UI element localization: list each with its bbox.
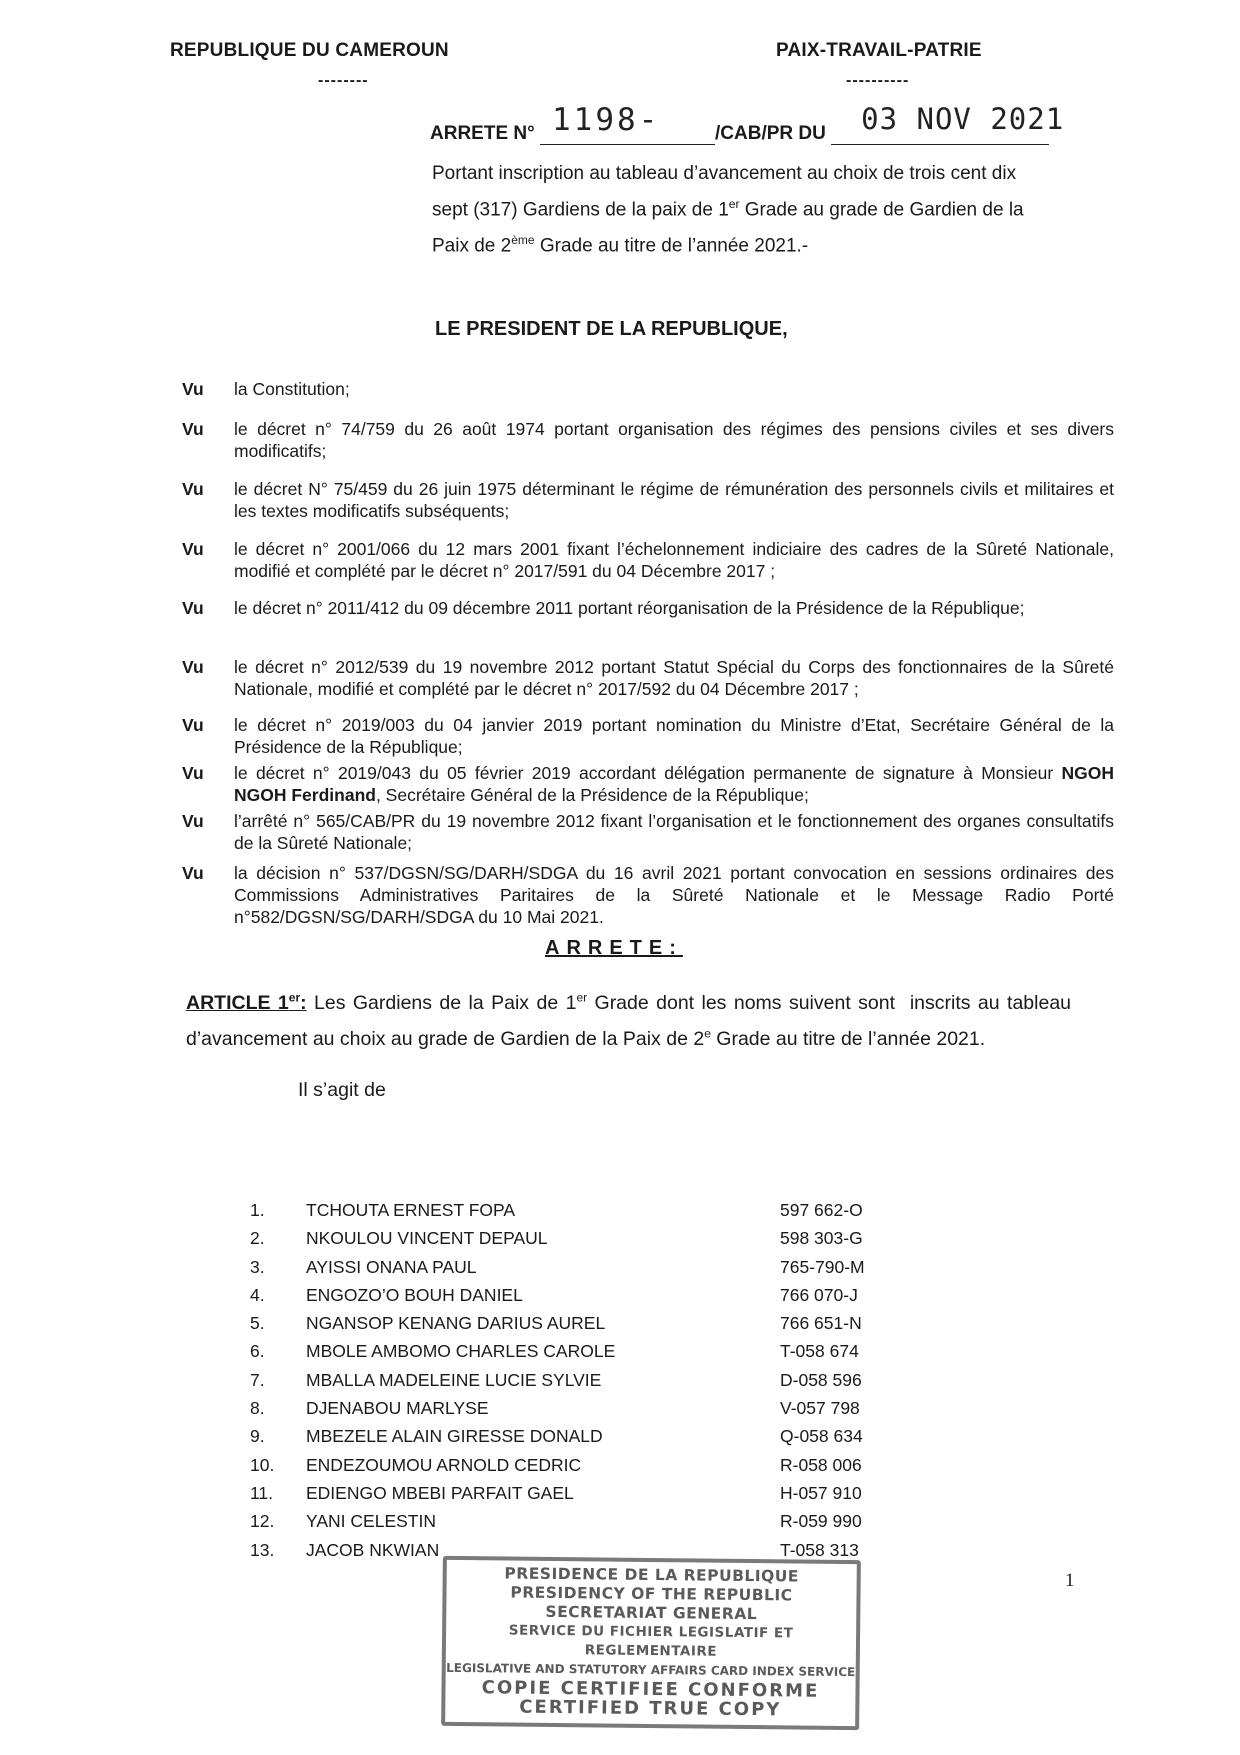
list-item-name: ENDEZOUMOU ARNOLD CEDRIC xyxy=(306,1454,582,1475)
list-item-matricule: T-058 674 xyxy=(780,1341,859,1362)
list-item-number: 4. xyxy=(250,1284,265,1305)
list-item xyxy=(250,1511,890,1539)
vu-text: la décision n° 537/DGSN/SG/DARH/SDGA du 16 avril 2021 portant convocation en sessions ordinaires des Commissions Administratives Paritaires de la Sûreté Nationale et le Message Radio Porté n°582/DGSN/SG/DARH/SDGA du 10 Mai 2021. xyxy=(234,863,1114,927)
vu-text: le décret n° 2019/003 du 04 janvier 2019 portant nomination du Ministre d’Etat, Secrétaire Général de la Présidence de la République; xyxy=(234,715,1114,757)
subject-line-3: Paix de 2ème Grade au titre de l’année 2021.- xyxy=(432,233,809,257)
vu-text: le décret N° 75/459 du 26 juin 1975 déterminant le régime de rémunération des personnels civils et militaires et les textes modificatifs subséquents; xyxy=(234,479,1114,521)
motto: PAIX-TRAVAIL-PATRIE xyxy=(776,40,982,61)
stamp-line: SECRETARIAT GENERAL xyxy=(545,1602,758,1624)
list-item-name: YANI CELESTIN xyxy=(306,1511,436,1532)
list-item-name: DJENABOU MARLYSE xyxy=(306,1398,489,1419)
article-1 xyxy=(186,982,1071,1055)
list-item xyxy=(250,1228,890,1256)
list-item-name: ENGOZO’O BOUH DANIEL xyxy=(306,1284,523,1305)
vu-text: le décret n° 2012/539 du 19 novembre 2012 portant Statut Spécial du Corps des fonctionnaires de la Sûreté Nationale, modifié et complété par le décret n° 2017/592 du 04 Décembre 2017 ; xyxy=(234,657,1114,699)
decree-prefix: ARRETE N° xyxy=(430,123,535,144)
list-item-matricule: H-057 910 xyxy=(780,1482,862,1503)
certification-stamp xyxy=(441,1556,861,1730)
list-item-number: 5. xyxy=(250,1313,265,1334)
vu-label: Vu xyxy=(182,715,204,735)
list-item-number: 12. xyxy=(250,1511,275,1532)
stamp-line: PRESIDENCE DE LA REPUBLIQUE xyxy=(504,1564,800,1586)
list-item-name: MBEZELE ALAIN GIRESSE DONALD xyxy=(306,1426,603,1447)
list-item-number: 3. xyxy=(250,1256,265,1277)
list-item xyxy=(250,1370,890,1398)
list-item-matricule: 766 070-J xyxy=(780,1284,858,1305)
decree-number-field xyxy=(540,102,715,145)
decree-subject xyxy=(432,159,1132,262)
list-item-number: 9. xyxy=(250,1426,265,1447)
page-number: 1 xyxy=(1065,1570,1075,1591)
list-item-matricule: 598 303-G xyxy=(780,1228,863,1249)
vu-label: Vu xyxy=(182,379,204,399)
list-item-matricule: T-058 313 xyxy=(780,1539,859,1560)
list-item-matricule: R-058 006 xyxy=(780,1454,862,1475)
stamp-line: COPIE CERTIFIEE CONFORME xyxy=(481,1677,820,1702)
list-item-matricule: 766 651-N xyxy=(780,1313,862,1334)
subject-line-1: Portant inscription au tableau d’avancement au choix de trois cent dix xyxy=(432,163,1017,184)
republic-dashes: -------- xyxy=(318,72,369,89)
list-item xyxy=(250,1200,890,1228)
list-item-number: 10. xyxy=(250,1454,275,1475)
list-item xyxy=(250,1455,890,1483)
vu-text: le décret n° 2019/043 du 05 février 2019 accordant délégation permanente de signature à Monsieur NGOH NGOH Ferdinand, Secrétaire Général de la Présidence de la République; xyxy=(234,763,1114,805)
list-item xyxy=(250,1313,890,1341)
stamp-line: SERVICE DU FICHIER LEGISLATIF ET REGLEMENTAIRE xyxy=(508,1622,794,1660)
list-item-matricule: V-057 798 xyxy=(780,1398,860,1419)
list-item-matricule: D-058 596 xyxy=(780,1369,862,1390)
article-1-intro: Il s’agit de xyxy=(298,1079,386,1101)
list-item xyxy=(250,1285,890,1313)
list-item-number: 11. xyxy=(250,1482,274,1503)
list-item-matricule: 597 662-O xyxy=(780,1200,863,1220)
list-item-matricule: R-059 990 xyxy=(780,1511,862,1532)
list-item xyxy=(250,1483,890,1511)
decree-number: 1198- xyxy=(552,102,661,138)
list-item-matricule: 765-790-M xyxy=(780,1256,865,1277)
list-item xyxy=(250,1257,890,1285)
vu-text: le décret n° 2011/412 du 09 décembre 2011 portant réorganisation de la Présidence de la République; xyxy=(234,598,1025,618)
vu-label: Vu xyxy=(182,598,204,618)
vu-label: Vu xyxy=(182,539,204,559)
list-item-matricule: Q-058 634 xyxy=(780,1426,863,1447)
vu-label: Vu xyxy=(182,657,204,677)
list-item-number: 13. xyxy=(250,1539,275,1560)
list-item-name: MBALLA MADELEINE LUCIE SYLVIE xyxy=(306,1369,602,1390)
list-item-number: 1. xyxy=(250,1200,265,1220)
list-item-number: 2. xyxy=(250,1228,265,1249)
list-item-name: NKOULOU VINCENT DEPAUL xyxy=(306,1228,548,1249)
list-item-name: JACOB NKWIAN xyxy=(306,1539,440,1560)
vu-text: l’arrêté n° 565/CAB/PR du 19 novembre 2012 fixant l’organisation et le fonctionnement des organes consultatifs de la Sûreté Nationale; xyxy=(234,811,1114,853)
article-1-label: ARTICLE 1er: xyxy=(186,990,307,1014)
vu-text: le décret n° 74/759 du 26 août 1974 portant organisation des régimes des pensions civiles et ses divers modificatifs; xyxy=(234,419,1114,461)
list-item xyxy=(250,1398,890,1426)
list-item-name: EDIENGO MBEBI PARFAIT GAEL xyxy=(306,1482,574,1503)
president-heading: LE PRESIDENT DE LA REPUBLIQUE, xyxy=(435,318,788,340)
republic-title: REPUBLIQUE DU CAMEROUN xyxy=(170,40,449,61)
list-item-name: AYISSI ONANA PAUL xyxy=(306,1256,477,1277)
agent-list xyxy=(250,1200,890,1568)
vu-label: Vu xyxy=(182,479,204,499)
vu-label: Vu xyxy=(182,763,204,783)
list-item xyxy=(250,1341,890,1369)
list-item xyxy=(250,1426,890,1454)
stamp-line: CERTIFIED TRUE COPY xyxy=(519,1696,782,1721)
article-1-text: Les Gardiens de la Paix de 1er Grade dont les noms suivent sont inscrits au tableau d’avancement au choix au grade de Gardien de la Paix de 2e Grade au titre de l’année 2021. xyxy=(186,990,1072,1050)
vu-text: le décret n° 2001/066 du 12 mars 2001 fixant l’échelonnement indiciaire des cadres de la Sûreté Nationale, modifié et complété par le décret n° 2017/591 du 04 Décembre 2017 ; xyxy=(234,539,1114,581)
decree-date: 03 NOV 2021 xyxy=(861,102,1065,136)
stamp-line: PRESIDENCY OF THE REPUBLIC xyxy=(510,1583,793,1605)
arrete-heading: ARRETE: xyxy=(545,937,683,959)
list-item-name: NGANSOP KENANG DARIUS AUREL xyxy=(306,1313,606,1334)
vu-text: la Constitution; xyxy=(234,379,350,399)
list-item-name: TCHOUTA ERNEST FOPA xyxy=(306,1200,516,1220)
decree-date-field xyxy=(831,102,1065,145)
decree-number-line xyxy=(430,102,1130,145)
vu-label: Vu xyxy=(182,811,204,831)
list-item-name: MBOLE AMBOMO CHARLES CAROLE xyxy=(306,1341,616,1362)
subject-line-2: sept (317) Gardiens de la paix de 1er Grade au grade de Gardien de la xyxy=(432,197,1024,221)
list-item-number: 6. xyxy=(250,1341,265,1362)
motto-dashes: ---------- xyxy=(846,72,910,89)
decree-middle: /CAB/PR DU xyxy=(715,123,826,144)
stamp-line: LEGISLATIVE AND STATUTORY AFFAIRS CARD INDEX SERVICE xyxy=(446,1660,856,1680)
vu-label: Vu xyxy=(182,419,204,439)
list-item-number: 7. xyxy=(250,1369,265,1390)
vu-label: Vu xyxy=(182,863,204,883)
list-item-number: 8. xyxy=(250,1398,265,1419)
